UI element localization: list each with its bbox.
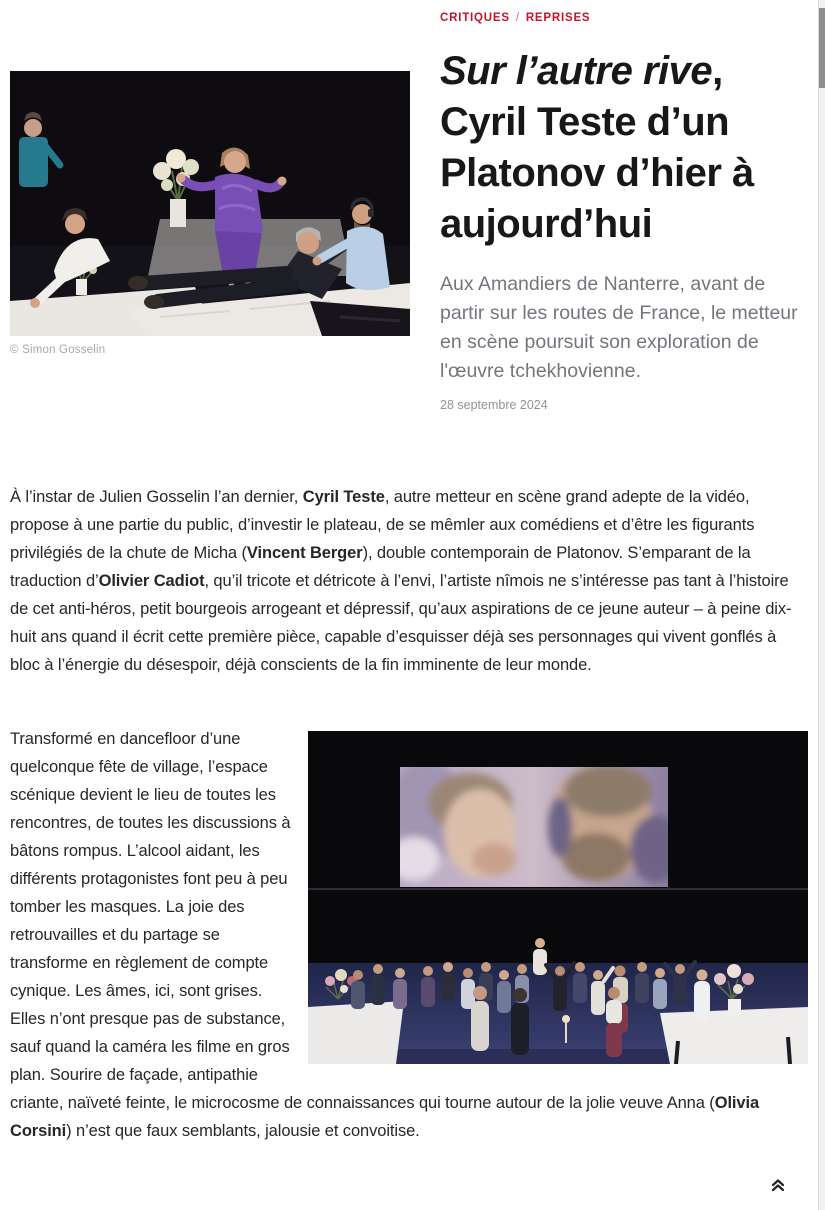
chevron-double-up-icon <box>769 1176 787 1194</box>
paragraph-2 <box>10 725 808 1145</box>
paragraph-2-text: Transformé en dancefloor d’une quelconque fête de village, l’espace scénique devient le lieu de toutes les rencontres, de toutes les discussions à bâtons rompus. L’alcool aidant, les différents protagonistes font peu à peu tomber les masques. La joie des retrouvailles et du partage se transforme en règlement de compte cynique. Les âmes, ici, sont grises. Elles n’ont presque pas de substance, sauf quand la caméra les filme en gros plan. Sourire de façade, antipathie criante, naïveté feinte, le microcosme de connaissances qui tourne autour de la jolie veuve Anna (Olivia Corsini) n’est que faux semblants, jalousie et convoitise. <box>10 730 760 1140</box>
breadcrumb-separator: / <box>515 12 520 24</box>
hero-figure <box>10 71 410 356</box>
stage-party-photo <box>308 731 808 1064</box>
breadcrumb <box>440 12 808 24</box>
breadcrumb-link-reprises[interactable]: REPRISES <box>525 12 591 24</box>
title-rest: , Cyril Teste d’un Platonov d’hier à aujourd’hui <box>440 49 754 246</box>
photo-credit: © Simon Gosselin <box>10 344 106 356</box>
scrollbar-thumb[interactable] <box>819 8 825 88</box>
scrollbar-track[interactable] <box>818 0 825 1210</box>
article-header <box>440 12 808 412</box>
paragraph-1: À l’instar de Julien Gosselin l’an dernier, Cyril Teste, autre metteur en scène grand adepte de la vidéo, propose à une partie du public, d’investir le plateau, de se mêmler aux comédiens et d’être les figurants privilégiés de la chute de Micha (Vincent Berger), double contemporain de Platonov. S’emparant de la traduction d’Olivier Cadiot, qu’il tricote et détricote à l’envi, l’artiste nîmois ne s’intéresse pas tant à l’histoire de cet anti-héros, petit bourgeois arrogeant et dépressif, qu’aux aspirations de ce jeune auteur – à peine dix-huit ans quand il écrit cette première pièce, capable d’esquisser déjà ses personnages qui vivent gonflés à bloc à l’énergie du désespoir, déjà conscients de la fin imminente de leur monde. <box>10 488 792 674</box>
breadcrumb-link-critiques[interactable]: CRITIQUES <box>440 12 510 24</box>
article-date: 28 septembre 2024 <box>440 398 548 412</box>
article-body <box>10 483 808 1145</box>
hero-photo <box>10 71 410 336</box>
page-title <box>440 46 808 250</box>
article-subtitle: Aux Amandiers de Nanterre, avant de partir sur les routes de France, le metteur en scène poursuit son exploration de l'œuvre tchekhovienne. <box>440 273 798 382</box>
inline-figure <box>308 731 808 1064</box>
scroll-to-top-button[interactable] <box>765 1172 791 1198</box>
title-work-name: Sur l’autre rive <box>440 49 713 93</box>
